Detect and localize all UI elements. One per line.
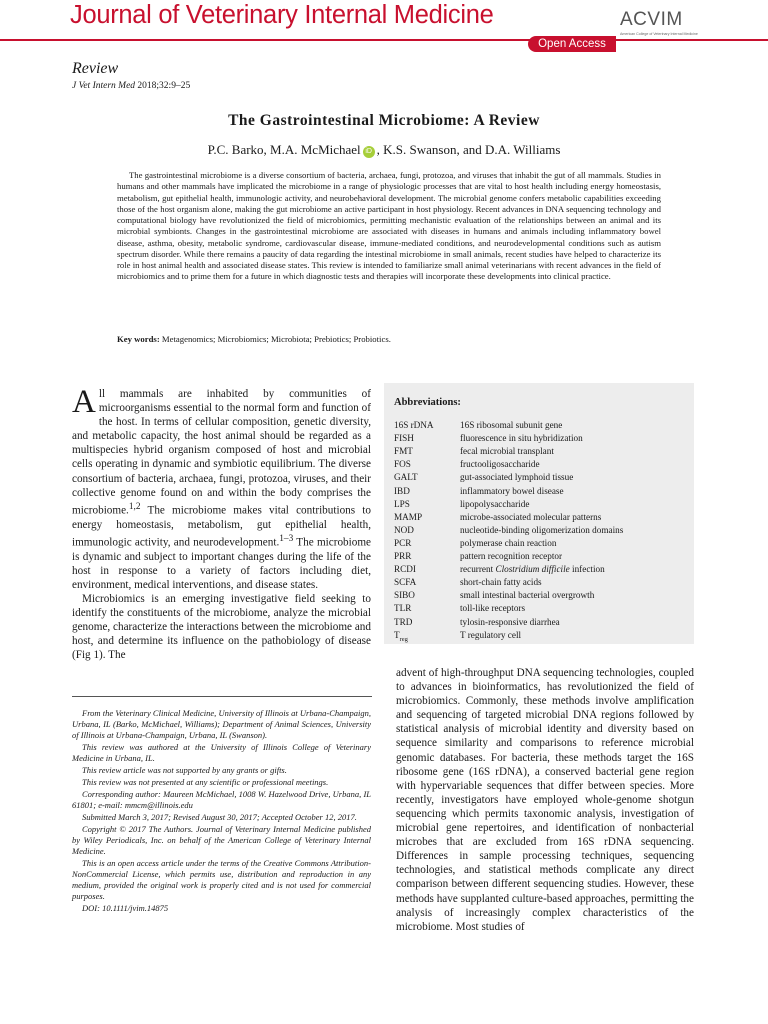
abbreviation-row bbox=[394, 446, 690, 460]
author-list bbox=[0, 142, 768, 158]
abbreviation-definition: tylosin-responsive diarrhea bbox=[460, 616, 560, 627]
abbreviation-row bbox=[394, 630, 690, 644]
open-access-badge: Open Access bbox=[528, 36, 616, 52]
abbreviation-row bbox=[394, 499, 690, 513]
abbreviation-definition: polymerase chain reaction bbox=[460, 537, 557, 548]
keywords-label: Key words: bbox=[117, 334, 160, 344]
abbreviation-term: SCFA bbox=[394, 577, 417, 588]
abbreviation-row bbox=[394, 564, 690, 578]
footnote-doi[interactable]: DOI: 10.1111/jvim.14875 bbox=[82, 903, 169, 913]
body-paragraph-2: Microbiomics is an emerging investigative field seeking to identify the constituents of the microbiome, analyze the microbial genome, characterize the interactions between the microbiome and host, and determine its influence on the pathobiology of disease (Fig 1). The bbox=[72, 592, 371, 662]
body-paragraph-1: All mammals are inhabited by communities of microorganisms essential to the normal form and function of the host. In terms of cellular composition, genetic diversity, and metabolic capacity, the host animal should be regarded as a multispecies hybrid organism composed of host and microbial cells operating in dynamic and symbiotic equilibrium. The diverse consortium of bacteria, archaea, fungi, protozoa, viruses, and their collective genome found on and within the body comprises the microbiome.$^{1,2}$ The microbiome makes vital contributions to energy homeostasis, metabolism, gut epithelial health, immunologic activity, and neurodevelopment.$^{1-3}$ The microbiome is dynamic and subject to important changes during the life of the host in response to a variety of factors including diet, environment, medical interventions, and disease states. bbox=[72, 384, 371, 591]
abbreviation-definition: 16S ribosomal subunit gene bbox=[460, 420, 563, 430]
abstract: The gastrointestinal microbiome is a diverse consortium of bacteria, archaea, fungi, protozoa, and viruses that inhabit the gut of all mammals. Studies in humans and other mammals have implicated the microbiome in a range of physiologic processes that are vital to host health including energy homeostasis, metabolism, gut epithelial health, immunologic activity, and neurobehavioral development. The microbial genome confers metabolic capabilities exceeding those of the host organism alone, making the gut microbiome an active participant in host physiology. Recent advances in DNA sequencing technology and computational biology have revolutionized the field of microbiomics, permitting mechanistic evaluation of the relationships between an animal and its microbial symbionts. Changes in the gastrointestinal microbiome are associated with diseases in humans and animals including inflammatory bowel disease, asthma, obesity, metabolic syndrome, cardiovascular disease, immune-mediated conditions, and neurodevelopmental conditions such as autism spectrum disorder. While there remains a paucity of data regarding the intestinal microbiome in small animals, recent studies have helped to characterize its role in host animal health and associated disease states. This review is intended to familiarize small animal veterinarians with recent advances in the field of microbiomics and to prime them for a future in which diagnostic tests and therapies will incorporate these developments into clinical practice. bbox=[117, 170, 661, 282]
abbreviation-row bbox=[394, 603, 690, 617]
authors-part-1: P.C. Barko, M.A. McMichael bbox=[207, 142, 361, 157]
abbreviation-row bbox=[394, 472, 690, 486]
footnote-funding: This review article was not supported by any grants or gifts. bbox=[82, 765, 287, 775]
abbreviation-row bbox=[394, 617, 690, 631]
abbreviation-row bbox=[394, 538, 690, 552]
abbreviation-term: PCR bbox=[394, 537, 412, 548]
abbreviation-row bbox=[394, 525, 690, 539]
footnote-authored-at: This review was authored at the University of Illinois College of Veterinary Medicine in Urbana, IL. bbox=[72, 742, 371, 763]
abbreviation-term: LPS bbox=[394, 498, 410, 509]
abbreviation-row bbox=[394, 486, 690, 500]
citation-journal: J Vet Intern Med bbox=[72, 81, 136, 91]
abbreviation-term: SIBO bbox=[394, 590, 415, 601]
keywords bbox=[117, 334, 661, 345]
acvim-logo-text: ACVIM bbox=[620, 9, 683, 30]
abbreviation-row bbox=[394, 420, 690, 434]
acvim-logo-subtext: American College of Veterinary Internal Medicine bbox=[620, 32, 698, 36]
footnote-affiliations: From the Veterinary Clinical Medicine, University of Illinois at Urbana-Champaign, Urbana, IL (Barko, McMichael, Williams); Department of Animal Sciences, University of Illinois at Urbana-Champaign, Urbana, IL (Swanson). bbox=[72, 708, 371, 740]
footnote-presentation: This review was not presented at any scientific or professional meetings. bbox=[82, 777, 329, 787]
keywords-list: Metagenomics; Microbiomics; Microbiota; Prebiotics; Probiotics. bbox=[161, 334, 391, 344]
reference-link[interactable]: 1–3 bbox=[279, 533, 294, 544]
abbreviation-term: 16S rDNA bbox=[394, 420, 434, 430]
abbreviation-definition: microbe-associated molecular patterns bbox=[460, 511, 602, 522]
abbreviation-term: FOS bbox=[394, 459, 411, 470]
journal-title: Journal of Veterinary Internal Medicine bbox=[70, 1, 494, 29]
body-left-column bbox=[72, 384, 371, 662]
abbreviation-term: $T_{reg}$ bbox=[394, 629, 408, 643]
abbreviation-definition: small intestinal bacterial overgrowth bbox=[460, 590, 595, 601]
abbreviation-row bbox=[394, 590, 690, 604]
footnote-dates: Submitted March 3, 2017; Revised August 30, 2017; Accepted October 12, 2017. bbox=[82, 812, 357, 822]
abbreviations-title: Abbreviations: bbox=[394, 397, 461, 408]
footnote-divider bbox=[72, 696, 372, 697]
abbreviation-definition: pattern recognition receptor bbox=[460, 551, 563, 561]
abbreviation-definition: fecal microbial transplant bbox=[460, 446, 554, 457]
abbreviation-definition: inflammatory bowel disease bbox=[460, 485, 564, 496]
abbreviation-row bbox=[394, 577, 690, 591]
abbreviation-row bbox=[394, 433, 690, 447]
citation bbox=[72, 81, 190, 91]
abbreviation-definition: fructooligosaccharide bbox=[460, 459, 540, 470]
abbreviation-term: MAMP bbox=[394, 511, 423, 522]
abbreviation-term: GALT bbox=[394, 472, 418, 483]
orcid-icon[interactable]: iD bbox=[363, 146, 375, 158]
header-rule bbox=[0, 39, 768, 41]
paper-title: The Gastrointestinal Microbiome: A Review bbox=[228, 112, 540, 129]
abbreviation-term: TLR bbox=[394, 603, 412, 614]
article-type-label: Review bbox=[72, 60, 119, 77]
drop-cap: A bbox=[72, 384, 96, 420]
abbreviation-term: RCDI bbox=[394, 564, 416, 575]
authors-part-2: , K.S. Swanson, and D.A. Williams bbox=[376, 142, 561, 157]
abbreviation-definition: fluorescence in situ hybridization bbox=[460, 433, 583, 444]
abbreviation-definition: lipopolysaccharide bbox=[460, 498, 530, 509]
abbreviation-term: TRD bbox=[394, 616, 413, 627]
abbreviation-term: FMT bbox=[394, 446, 413, 457]
abbreviation-term: PRR bbox=[394, 551, 412, 561]
acvim-logo bbox=[620, 9, 698, 37]
footnote-corresponding-author: Corresponding author: Maureen McMichael, 1008 W. Hazelwood Drive, Urbana, IL 61801; e-mail: mmcm@illinois.edu bbox=[72, 789, 371, 810]
abbreviation-definition: short-chain fatty acids bbox=[460, 577, 542, 588]
footnote-license: This is an open access article under the terms of the Creative Commons Attribution-NonCommercial License, which permits use, distribution and reproduction in any medium, provided the original work is properly cited and is not used for commercial purposes. bbox=[72, 858, 371, 901]
abbreviation-definition: nucleotide-binding oligomerization domains bbox=[460, 524, 624, 535]
abbreviation-row bbox=[394, 551, 690, 565]
abbreviation-definition: gut-associated lymphoid tissue bbox=[460, 472, 574, 483]
abbreviation-definition: toll-like receptors bbox=[460, 603, 526, 614]
footnote-copyright: Copyright © 2017 The Authors. Journal of Veterinary Internal Medicine published by Wiley Periodicals, Inc. on behalf of the American College of Veterinary Internal Medicine. bbox=[72, 824, 371, 856]
footnotes bbox=[72, 708, 371, 915]
abbreviations-box bbox=[384, 383, 694, 644]
abbreviation-row bbox=[394, 512, 690, 526]
abbreviation-definition: T regulatory cell bbox=[460, 629, 522, 640]
abbreviation-term: IBD bbox=[394, 485, 410, 496]
citation-volume: 2018;32:9–25 bbox=[137, 81, 191, 91]
reference-link[interactable]: 1,2 bbox=[128, 501, 141, 512]
abbreviation-definition: recurrent Clostridium difficile infection bbox=[460, 564, 605, 575]
abbreviation-term: NOD bbox=[394, 524, 414, 535]
abbreviation-term: FISH bbox=[394, 433, 414, 444]
abbreviation-row bbox=[394, 459, 690, 473]
body-right-column: advent of high-throughput DNA sequencing technologies, coupled to advances in bioinformatics, has revolutionized the field of microbiomics. Commonly, these methods involve amplification and sequencing of targeted microbial DNA regions followed by statistical analysis of microbial identity and diversity based on sequence similarity and comparisons to reference microbial genomic databases. For bacteria, these methods target the 16S ribosome gene (16S rDNA), a conserved bacterial gene region with hypervariable sequences that differ between species. More recently, investigators have employed whole-genome shotgun sequencing which permits taxonomic analysis, investigation of microbial gene repertoires, and identification of nonbacterial microbes that are excluded from 16S rDNA sequencing. Differences in sample processing techniques, sequencing technologies, and statistical methods complicate any direct comparison between different sequencing studies. However, these methods have supplanted culture-based approaches, permitting the analysis of increasingly complex characteristics of the microbiome. Most studies of bbox=[396, 667, 694, 933]
